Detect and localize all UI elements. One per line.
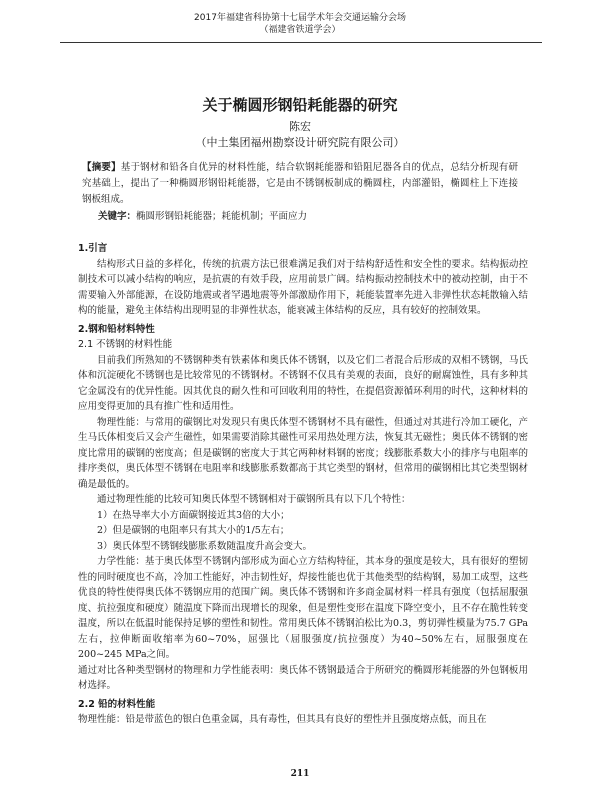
page-number: 211 bbox=[290, 769, 310, 779]
subsection-heading-steel: 2.1 不锈钢的材料性能 bbox=[78, 339, 173, 350]
keywords bbox=[98, 210, 518, 224]
list-item: 2）但是碳钢的电阻率只有其大小的1/5左右； bbox=[97, 525, 290, 536]
author: 陈宏 bbox=[289, 120, 311, 133]
section-heading-intro: 1.引言 bbox=[78, 243, 108, 254]
body-text bbox=[78, 238, 528, 728]
header-divider bbox=[60, 42, 542, 43]
paragraph: 力学性能：基于奥氏体型不锈钢内部形成为面心立方结构特征，其本身的强度是较大，具有很好的塑韧性的同时硬度也不高，冷加工性能好，冲击韧性好，焊接性能也优于其他类型的结构钢，易加工成型，这些优良的特性使得奥氏体不锈钢应用的范围广阔。奥氏体不锈钢和许多商金属材料一样具有强度（包括屈服强度、抗拉强度和硬度）随温度下降而出现增长的现象，但是塑性变形在温度下降空变小，且不存在脆性转变温度，所以在低温时能保持足够的塑性和韧性。常用奥氏体不锈钢泊松比为0.3，剪切弹性模量为75.7 GPa左右，拉伸断面收缩率为60~70%，屈强比（屈服强度/抗拉强度）为40~50%左右，屈服强度在200~245 MPa之间。 bbox=[78, 556, 528, 660]
list-item: 3）奥氏体型不锈钢线膨胀系数随温度升高会变大。 bbox=[97, 540, 313, 552]
subsection-heading-lead: 2.2 铅的材料性能 bbox=[78, 698, 156, 710]
abstract-label: 【摘要】 bbox=[82, 162, 121, 173]
list-item: 1）在热导率大小方面碳钢接近其3倍的大小； bbox=[97, 509, 290, 521]
keywords-text: 椭圆形钢铅耗能器；耗能机制；平面应力 bbox=[136, 211, 308, 222]
paragraph: 通过物理性能的比较可知奥氏体型不锈钢相对于碳钢所具有以下几个特性： bbox=[97, 494, 411, 505]
running-header bbox=[0, 12, 600, 36]
running-header-line2: （福建省铁道学会） bbox=[259, 25, 341, 35]
paragraph: 目前我们所熟知的不锈钢种类有铁素体和奥氏体不锈钢，以及它们二者混合后形成的双相不锈钢，马氏体和沉淀硬化不锈钢也是比较常见的不锈钢材。不锈钢不仅具有美观的表面，良好的耐腐蚀性，具有多种其它金属没有的优异性能。因其优良的耐久性和可回收利用的特性，在提倡资源循环利用的时代，这种材料的应用变得更加的具有推广性和适用性。 bbox=[78, 354, 528, 412]
abstract-text: 基于钢材和铅各自优异的材料性能，结合软钢耗能器和铅阻尼器各自的优点，总结分析现有研究基础上，提出了一种椭圆形钢铅耗能器，它是由不锈钢板制成的椭圆柱，内部灌铅，椭圆柱上下连接钢板组成。 bbox=[82, 162, 518, 205]
paragraph: 结构形式日益的多样化，传统的抗震方法已很难满足我们对于结构舒适性和安全性的要求。结构振动控制技术可以减小结构的响应，是抗震的有效手段，应用前景广阔。结构振动控制技术中的被动控制，由于不需要输入外部能源，在设防地震或者罕遇地震等外部激励作用下，耗能装置率先进入非弹性状态耗散输入结构的能量，避免主体结构出现明显的非弹性状态，能衰减主体结构的反应，具有较好的控制效果。 bbox=[78, 258, 528, 316]
affiliation: （中土集团福州勘察设计研究院有限公司） bbox=[195, 136, 405, 149]
abstract bbox=[82, 160, 518, 208]
paragraph: 物理性能：铅是带蓝色的银白色重金属，具有毒性，但其具有良好的塑性并且强度熔点低，而且在 bbox=[78, 714, 487, 725]
paragraph: 物理性能：与常用的碳钢比对发现只有奥氏体型不锈钢材不具有磁性，但通过对其进行冷加工硬化，产生马氏体相变后又会产生磁性，如果需要消除其磁性可采用热处理方法，恢复其无磁性；奥氏体不锈钢的密度比常用的碳钢的密度高；但是碳钢的密度大于其它两种材料钢的密度；线膨胀系数大小的排序与电阻率的排序类似，奥氏体型不锈钢在电阻率和线膨胀系数都高于其它类型的钢材，但常用的碳钢相比其它类型钢材确是最低的。 bbox=[78, 416, 528, 490]
paper-title: 关于椭圆形钢铅耗能器的研究 bbox=[202, 96, 398, 114]
running-header-line1: 2017年福建省科协第十七届学术年会交通运输分会场 bbox=[194, 13, 406, 23]
paragraph: 通过对比各种类型钢材的物理和力学性能表明：奥氏体不锈钢最适合于所研究的椭圆形耗能器的外包钢板用材选择。 bbox=[78, 664, 528, 691]
keywords-label: 关键字： bbox=[98, 211, 137, 222]
section-heading-materials: 2.钢和铅材料特性 bbox=[78, 323, 155, 335]
